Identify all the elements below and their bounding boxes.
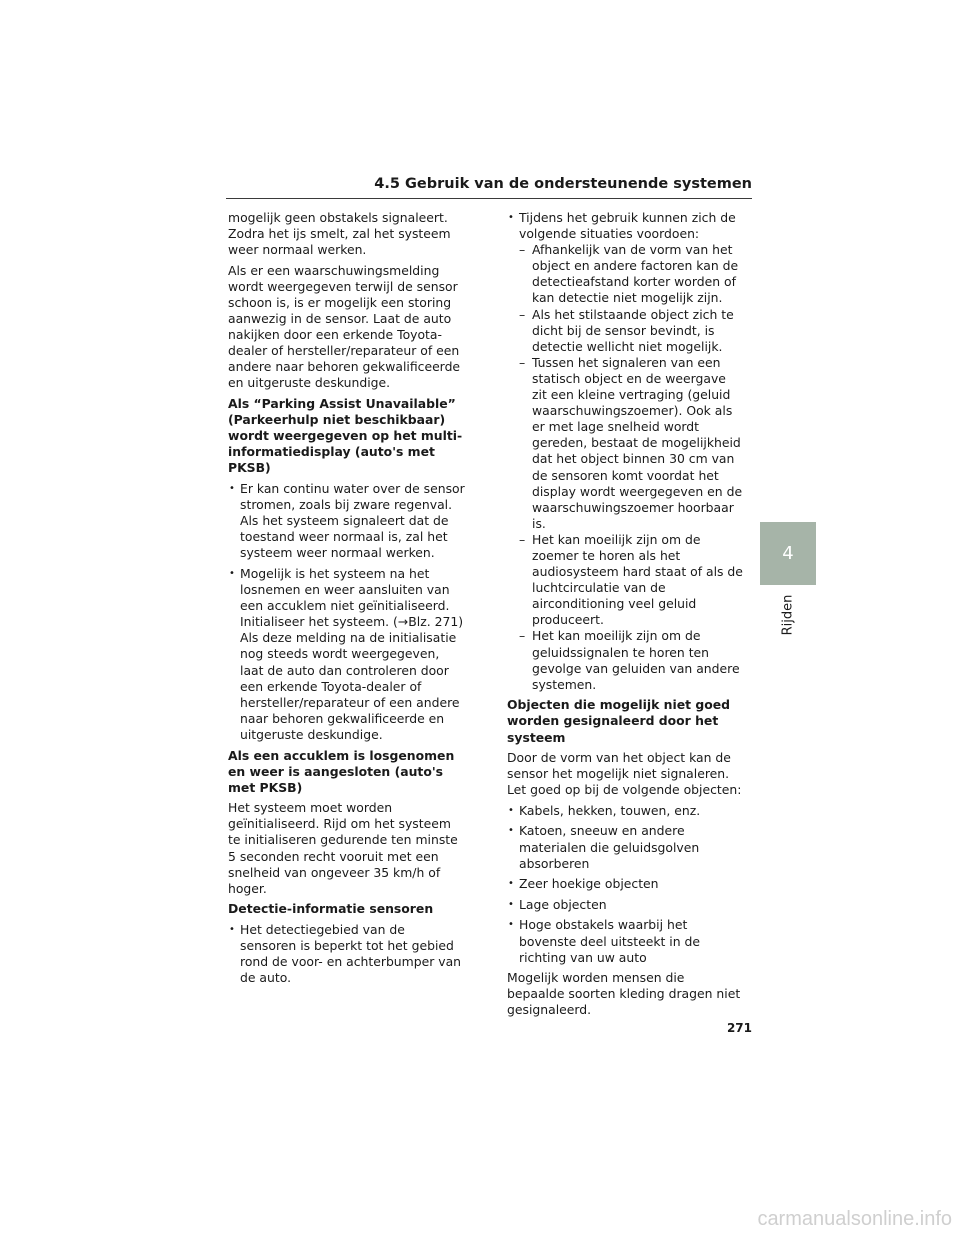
chapter-tab xyxy=(760,522,816,585)
bullet-list xyxy=(228,481,465,743)
bullet-list xyxy=(507,210,744,693)
list-item: • Kabels, hekken, touwen, enz. xyxy=(507,803,744,819)
paragraph: Het systeem moet worden geïnitialiseerd. Rijd om het systeem te initialiseren gedurende ten minste 5 seconden recht vooruit met een snelheid van ongeveer 35 km/h of hoger. xyxy=(228,800,458,896)
bullet-list xyxy=(228,922,465,986)
subheading-accuklem: Als een accuklem is losgenomen en weer is aangesloten (auto's met PKSB) xyxy=(228,747,455,795)
paragraph: Als er een waarschuwingsmelding wordt weergegeven terwijl de sensor schoon is, is er mogelijk een storing aanwezig in de sensor. Laat de auto nakijken door een erkende Toyota-dealer of hersteller/reparateur of een andere naar behoren gekwalificeerde en uitgeruste deskundige. xyxy=(228,262,461,391)
header-divider xyxy=(226,198,752,199)
watermark: carmanualsonline.info xyxy=(757,1208,952,1230)
dash-item: – Het kan moeilijk zijn om de zoemer te horen als het audiosysteem hard staat of als de luchtcirculatie van de airconditioning veel geluid produceert. xyxy=(519,532,744,629)
list-item: • Lage objecten xyxy=(507,897,744,913)
paragraph: mogelijk geen obstakels signaleert. Zodra het ijs smelt, zal het systeem weer normaal werken. xyxy=(228,210,451,258)
subheading-objecten: Objecten die mogelijk niet goed worden gesignaleerd door het systeem xyxy=(507,697,731,745)
list-item: • Het detectiegebied van de sensoren is beperkt tot het gebied rond de voor- en achterbumper van de auto. xyxy=(228,922,465,986)
paragraph: Door de vorm van het object kan de sensor het mogelijk niet signaleren. Let goed op bij de volgende objecten: xyxy=(507,750,742,798)
list-item xyxy=(507,210,744,693)
list-item-text: Tijdens het gebruik kunnen zich de volgende situaties voordoen: xyxy=(519,210,736,242)
list-item: • Zeer hoekige objecten xyxy=(507,876,744,892)
paragraph: Mogelijk worden mensen die bepaalde soorten kleding dragen niet gesignaleerd. xyxy=(507,970,741,1018)
left-column xyxy=(228,210,465,991)
bullet-list xyxy=(507,803,744,966)
subheading-detectie: Detectie-informatie sensoren xyxy=(228,901,434,917)
chapter-number: 4 xyxy=(782,543,794,564)
dash-item: – Als het stilstaande object zich te dicht bij de sensor bevindt, is detectie wellicht niet mogelijk. xyxy=(519,307,744,355)
dash-item: – Afhankelijk van de vorm van het object en andere factoren kan de detectieafstand korter worden of kan detectie niet mogelijk zijn. xyxy=(519,242,744,306)
list-item: • Er kan continu water over de sensor stromen, zoals bij zware regenval. Als het systeem signaleert dat de toestand weer normaal is, zal het systeem weer normaal werken. xyxy=(228,481,465,561)
list-item: • Hoge obstakels waarbij het bovenste deel uitsteekt in de richting van uw auto xyxy=(507,917,744,965)
chapter-label xyxy=(760,585,816,645)
right-column xyxy=(507,210,744,1023)
dash-item: – Tussen het signaleren van een statisch object en de weergave zit een kleine vertraging (geluid waarschuwingszoemer). Ook als er met lage snelheid wordt gereden, bestaat de mogelijkheid dat het object binnen 30 cm van de sensoren komt voordat het display wordt weergegeven en de waarschuwingszoemer hoorbaar is. xyxy=(519,355,744,532)
dash-item: – Het kan moeilijk zijn om de geluidssignalen te horen ten gevolge van geluiden van andere systemen. xyxy=(519,628,744,692)
page-number: 271 xyxy=(726,1021,752,1035)
dash-list xyxy=(519,242,744,693)
chapter-label-text: Rijden xyxy=(780,594,796,636)
list-item: • Mogelijk is het systeem na het losnemen en weer aansluiten van een accuklem niet geïnitialiseerd. Initialiseer het systeem. (→Blz. 271) Als deze melding na de initialisatie nog steeds wordt weergegeven, laat de auto dan controleren door een erkende Toyota-dealer of hersteller/reparateur of een andere naar behoren gekwalificeerde en uitgeruste deskundige. xyxy=(228,566,465,743)
list-item: • Katoen, sneeuw en andere materialen die geluidsgolven absorberen xyxy=(507,823,744,871)
subheading-parking-assist: Als “Parking Assist Unavailable” (Parkeerhulp niet beschikbaar) wordt weergegeven op het multi-informatiedisplay (auto's met PKSB) xyxy=(228,396,463,476)
section-header: 4.5 Gebruik van de ondersteunende systemen xyxy=(374,176,752,192)
